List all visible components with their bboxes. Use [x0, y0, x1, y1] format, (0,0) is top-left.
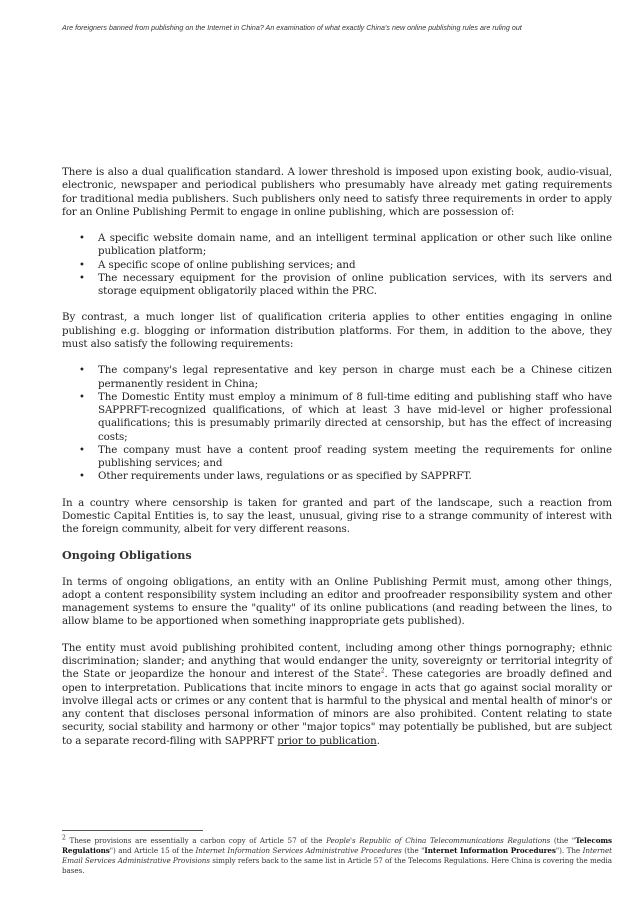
- underlined-phrase: prior to publication: [277, 734, 377, 747]
- list-item: [79, 364, 612, 391]
- footnote-text: simply refers back to the same list in Article 57 of the Telecoms Regulations. Here China is covering the media bases.: [62, 856, 613, 876]
- running-header: Are foreigners banned from publishing on the Internet in China? An examination of what exactly China’s new online publishing rules are ruling out: [62, 24, 522, 32]
- footnote-divider: [62, 830, 203, 831]
- list-item-text: The company's legal representative and key person in charge must each be a Chinese citizen permanently resident in China;: [98, 364, 612, 390]
- list-item: [79, 271, 612, 299]
- bullet-icon: •: [79, 471, 85, 483]
- list-item-text: A specific scope of online publishing services; and: [98, 258, 356, 271]
- footnote-text: These provisions are essentially a carbon copy of Article 57 of the: [65, 836, 327, 845]
- list-item-text: A specific website domain name, and an intelligent terminal application or other such like online publication platform;: [98, 232, 612, 258]
- footnote-title-email: Internet Email Services Administrative Provisions: [62, 846, 612, 866]
- list-item-text: The Domestic Entity must employ a minimum of 8 full-time editing and publishing staff who have SAPPRFT-recognized qualifications, of which at least 3 have mid-level or higher professional qualifications; this is presumably primarily directed at censorship, but has the effect of increasing costs;: [98, 390, 612, 443]
- list-item-text: The necessary equipment for the provision of online publication services, with its servers and storage equipment obligatorily placed within the PRC.: [98, 271, 612, 298]
- paragraph-ongoing-obligations: In terms of ongoing obligations, an entity with an Online Publishing Permit must, among other things, adopt a content responsibility system including an editor and proofreader responsibility system and other management systems to ensure the "quality" of its online publications (and reading between the lines, to allow blame to be apportioned when something inappropriate gets published).: [62, 575, 612, 628]
- list-item: [79, 443, 612, 471]
- list-item-text: Other requirements under laws, regulations or as specified by SAPPRFT.: [98, 470, 472, 483]
- bullet-icon: •: [79, 272, 85, 284]
- section-heading: Ongoing Obligations: [62, 548, 192, 563]
- footnote-title-internet-info: Internet Information Services Administrative Procedures: [195, 846, 402, 856]
- list-item-text: The company must have a content proof reading system meeting the requirements for online publishing services; and: [98, 443, 612, 470]
- bullet-icon: •: [79, 259, 85, 271]
- footnote-text: ") and Article 15 of the: [109, 846, 196, 856]
- list-item: [79, 258, 612, 272]
- paragraph-censorship: In a country where censorship is taken for granted and part of the landscape, such a reaction from Domestic Capital Entities is, to say the least, unusual, giving rise to a strange community of interest with the foreign community, albeit for very different reasons.: [62, 496, 612, 536]
- bullet-icon: •: [79, 444, 85, 456]
- bullet-icon: •: [79, 391, 85, 403]
- list-item: [79, 390, 612, 444]
- footnote-reference[interactable]: 2: [380, 667, 385, 675]
- footnote-defined-term: Telecoms Regulations: [62, 836, 613, 856]
- list-item: [79, 470, 612, 483]
- text-segment: .: [376, 734, 380, 747]
- text-segment: . These categories are broadly defined and open to interpretation. Publications that incite minors to engage in acts that go against social morality or involve illegal acts or crimes or any content that is harmful to the physical and mental health of minor's or any content that discloses personal information of minors are also prohibited. Content relating to state security, social stability and harmony or other "major topics" may potentially be published, but are subject to a separate record-filing with SAPPRFT: [62, 668, 612, 747]
- text-segment: The entity must avoid publishing prohibited content, including among other things pornography; ethnic discrimination; slander; and anything that would endanger the unity, sovereignty or territorial integrity of the State or jeopardize the honour and interest of the State: [62, 641, 612, 681]
- footnote-defined-term: Internet Information Procedures: [424, 846, 556, 856]
- bullet-icon: •: [79, 233, 85, 245]
- footnote-mark: 2: [62, 834, 66, 842]
- footnote-title-telecoms: People's Republic of China Telecommunications Regulations: [326, 836, 551, 845]
- paragraph-by-contrast: By contrast, a much longer list of qualification criteria applies to other entities engaging in online publishing e.g. blogging or information distribution platforms. For them, in addition to the above, they must also satisfy the following requirements:: [62, 311, 612, 350]
- body-text: [62, 166, 612, 761]
- list-item: [79, 232, 612, 259]
- paragraph-dual-qualification: There is also a dual qualification standard. A lower threshold is imposed upon existing book, audio-visual, electronic, newspaper and periodical publishers who presumably have already met gating requirements for traditional media publishers. Such publishers only need to satisfy three requirements in order to apply for an Online Publishing Permit to engage in online publishing, which are possession of:: [62, 166, 612, 218]
- paragraph-prohibited-content: [62, 642, 612, 748]
- footnote-text: (the ": [401, 846, 425, 856]
- footnote-text: "). The: [555, 846, 583, 856]
- footnote: [62, 836, 612, 876]
- requirements-list-basic: [62, 232, 612, 298]
- requirements-list-extended: [62, 364, 612, 483]
- bullet-icon: •: [79, 365, 85, 377]
- footnote-text: (the ": [550, 836, 576, 845]
